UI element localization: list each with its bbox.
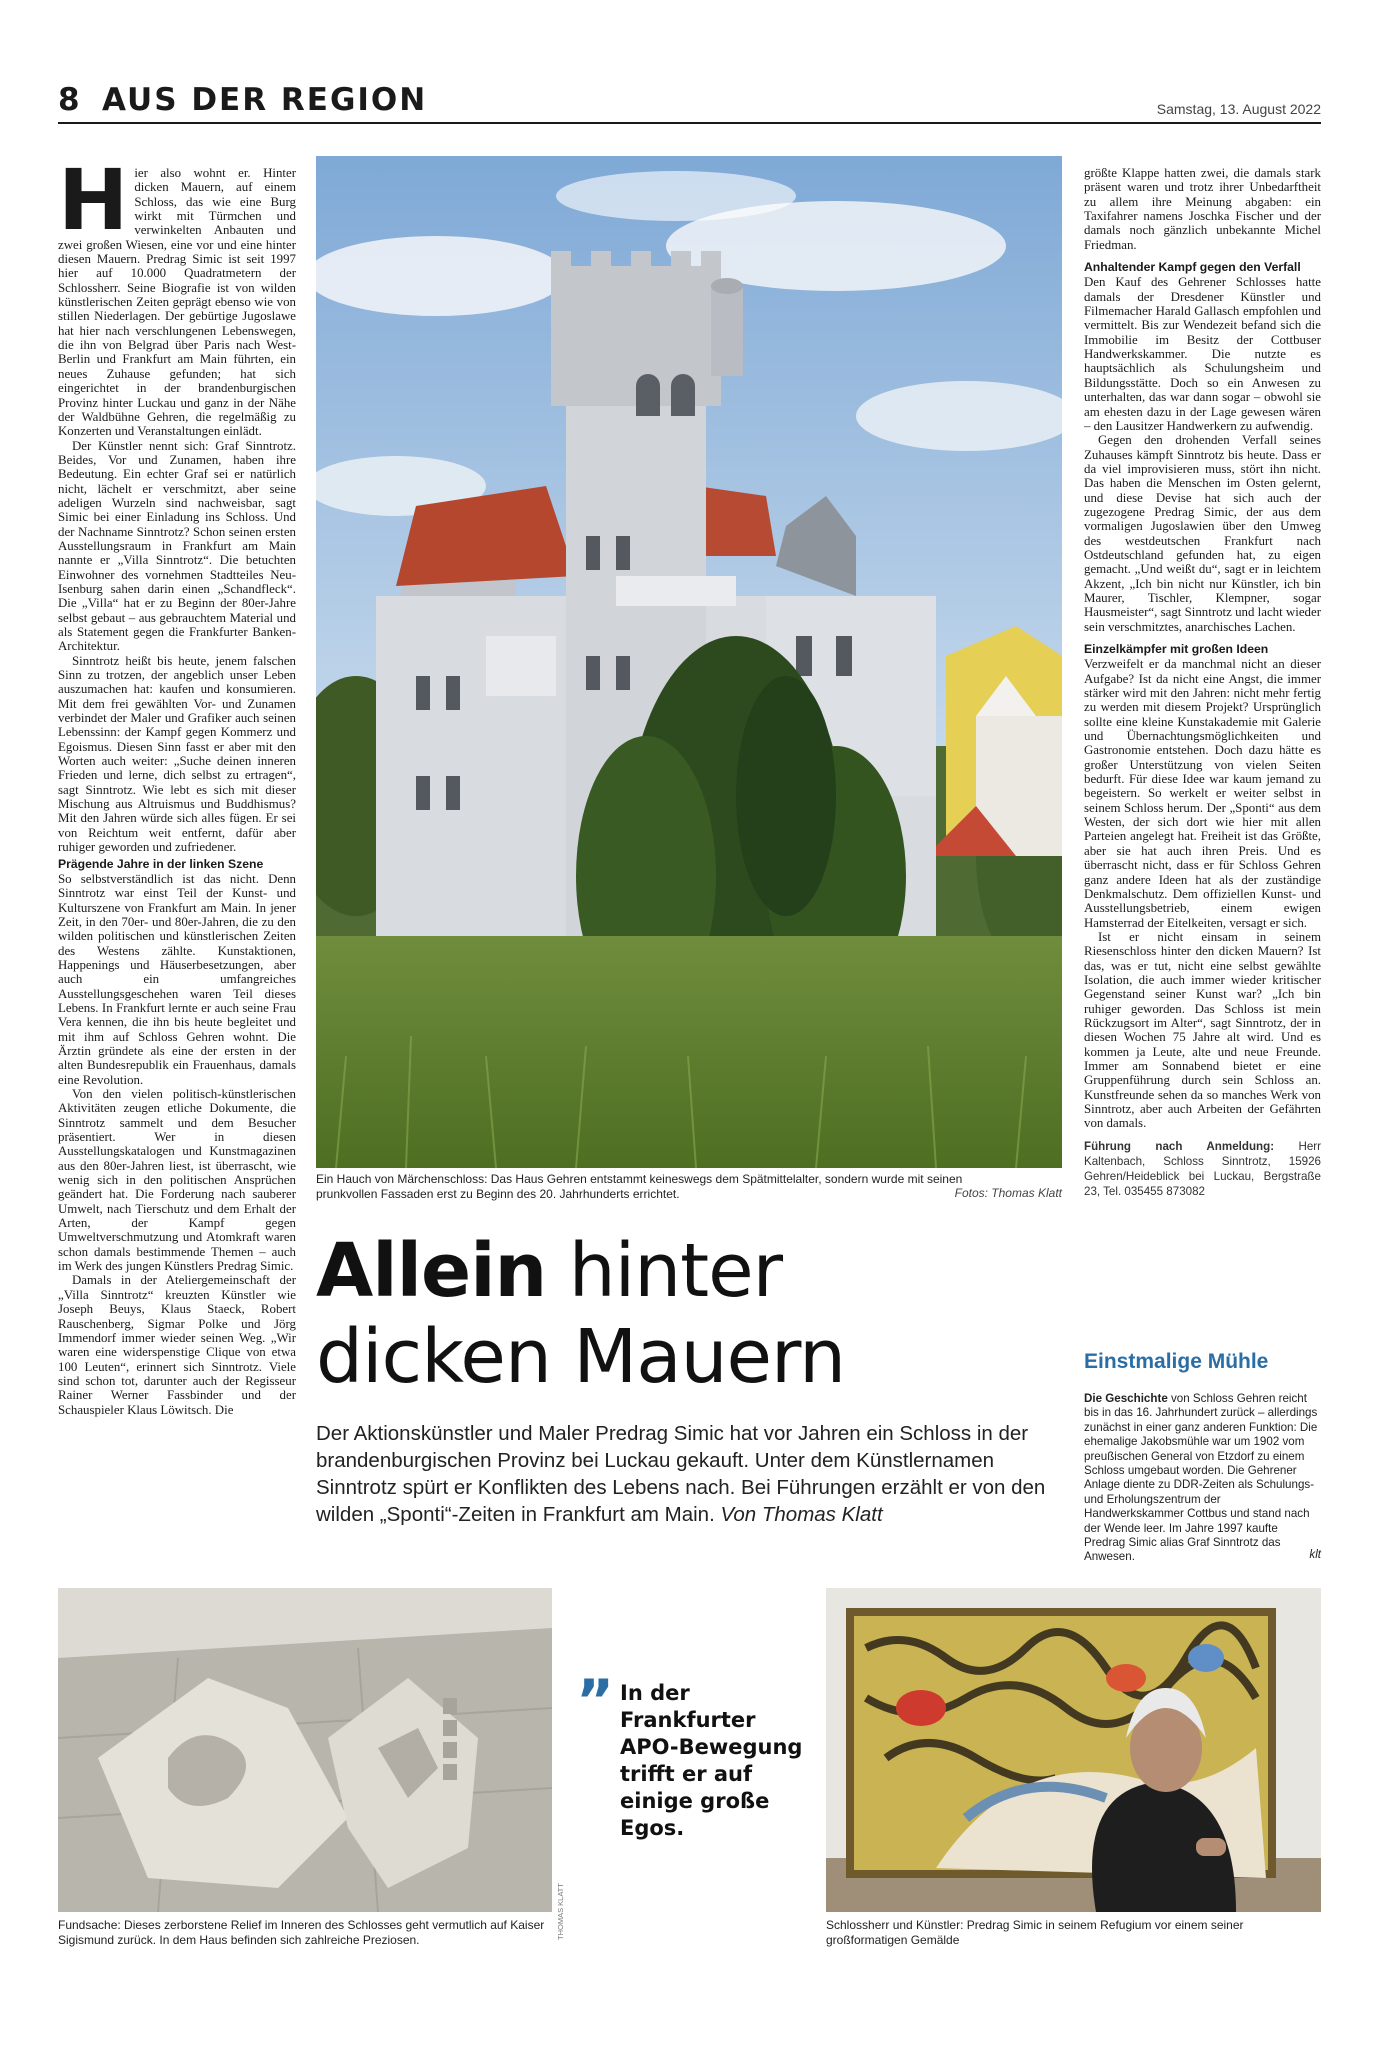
relief-photo <box>58 1588 552 1912</box>
sidebar-body <box>1084 1392 1321 1565</box>
photo-credit: Fotos: Thomas Klatt <box>954 1186 1062 1200</box>
paragraph: Von den vielen politisch-künstlerischen Aktivitäten zeugen etliche Dokumente, die Sinntrotz sammelt und dem Besucher präsentiert. Wer in diesen Ausstellungskatalogen und Kunstmagazinen aus den 80er-Jahren liest, ist überrascht, wie wenig sich in den politischen Ansprüchen geändert hat. Die Forderung nach sauberer Umwelt, nach Tierschutz und dem Erhalt der Arten, der Kampf gegen Umweltverschmutzung und Atomkraft waren schon damals bestimmende Themen – auch im Werk des jungen Künstlers Predrag Simic. <box>58 1087 296 1274</box>
tour-info-label: Führung nach Anmeldung: <box>1084 1139 1275 1153</box>
byline: Von Thomas Klatt <box>720 1503 883 1526</box>
paragraph: Den Kauf des Gehrener Schlosses hatte damals der Dresdener Künstler und Filmemacher Harald Gallasch empfohlen und vermittelt. Bis zur Wendezeit befand sich die Immobilie im Besitz der Cottbuser Handwerkskammer. Die nutzte es hauptsächlich als Schulungsheim und Bildungsstätte. Doch so ein Anwesen zu unterhalten, das war dann sogar – obwohl sie am ehesten dazu in der Lage gewesen wären – den Lausitzer Handwerkern zu aufwendig. <box>1084 275 1321 433</box>
tour-info-text: Herr Kaltenbach, Schloss Sinntrotz, 15926 Gehren/Heideblick bei Luckau, Bergstraße 23, Tel. 035455 873082 <box>1084 1139 1321 1198</box>
castle-photo <box>316 156 1062 1168</box>
subheading: Prägende Jahre in der linken Szene <box>58 856 264 871</box>
article-column-3 <box>1084 166 1321 1246</box>
paragraph: Sinntrotz heißt bis heute, jenem falschen Sinn zu trotzen, der angeblich unser Leben auszumachen hat: kaufen und konsumieren. Mit dem frei gewählten Vor- und Zunamen verbindet der Maler und Grafiker auch seinen Lebenssinn: der Kampf gegen Kommerz und Egoismus. Diesen Sinn fasst er aber mit den Worten auch weiter: „Suche deinen inneren Frieden und lerne, dich selbst zu ertragen“, sagt Sinntrotz. Wie lebt es sich mit dieser Mischung aus Altruismus und Buddhismus? Mit den Jahren würde sich alles fügen. Er sei von Reichtum weit entfernt, dafür aber ruhiger geworden und zufriedener. <box>58 653 296 855</box>
header-rule <box>58 122 1321 124</box>
quote-mark: ” <box>576 1667 615 1735</box>
relief-photo-credit: THOMAS KLATT <box>556 1883 565 1940</box>
paragraph: So selbstverständlich ist das nicht. Denn Sinntrotz war einst Teil der Kunst- und Kulturszene von Frankfurt am Main. In jener Zeit, in den 70er- und 80er-Jahren, die zu den wilden politischen und künstlerischen Zeiten des Westens zählte. Kunstaktionen, Happenings und Häuserbesetzungen, aber auch ein umfangreiches Ausstellungsgeschehen waren Teil dieses Lebens. In Frankfurt lernte er auch seine Frau Vera kennen, die ihn bis heute begleitet und mit ihm auf Schloss Gehren wohnt. Die Ärztin gründete als eine der ersten in der alten Bundesrepublik ein Frauenhaus, damals eine Revolution. <box>58 871 296 1087</box>
headline-rest-1: hinter <box>546 1228 783 1314</box>
section-title: AUS DER REGION <box>102 82 428 118</box>
sidebar-text: von Schloss Gehren reicht bis in das 16. Jahrhundert zurück – allerdings zunächst in einer ganz anderen Funktion: Die ehemalige Jakobsmühle war um 1902 vom preußischen General von Etzdorf zu einem Schloss umgebaut worden. Die Gehrener Anlage diente zu DDR-Zeiten als Schulungs- und Erholungszentrum der Handwerkskammer Cottbus und stand nach der Wende leer. Im Jahre 1997 kaufte Predrag Simic alias Graf Sinntrotz das Anwesen. <box>1084 1392 1318 1564</box>
paragraph: Damals in der Ateliergemeinschaft der „Villa Sinntrotz“ kreuzten Künstler wie Joseph Beuys, Klaus Staeck, Robert Rauschenberg, Sigmar Polke und Jörg Immendorf immer wieder seinen Weg. „Wir waren eine widerspenstige Clique von etwa 100 Leuten“, erinnert sich Sinntrotz. Viele sind schon tot, darunter auch der Regisseur Rainer Werner Fassbinder und der Schauspieler Klaus Löwitsch. Die <box>58 1273 296 1417</box>
paragraph: ier also wohnt er. Hinter dicken Mauern, auf einem Schloss, das wie eine Burg wirkt mit Türmchen und verwinkelten Anbauten und zwei großen Wiesen, eine vor und eine hinter diesen Mauern. Predrag Simic ist seit 1997 hier auf 10.000 Quadratmetern der Schlossherr. Seine Biografie ist von wilden künstlerischen Zeiten geprägt ebenso wie von stillen Niederlagen. Der gebürtige Jugoslawe hat hier nach verschlungenen Lebenswegen, die ihn von Belgrad über Paris nach West-Berlin und Frankfurt am Main führten, ein neues Zuhause gefunden; hat sich eingerichtet in der brandenburgischen Provinz hinter Luckau und ganz in der Nähe der Waldbühne Gehren, die regelmäßig zu Konzerten und Veranstaltungen einlädt. <box>58 166 296 439</box>
teaser-text: Der Aktionskünstler und Maler Predrag Simic hat vor Jahren ein Schloss in der brandenburgischen Provinz bei Luckau gekauft. Unter dem Künstlernamen Sinntrotz spürt er Konflikten des Lebens nach. Bei Führungen erzählt er von den wilden „Sponti“-Zeiten in Frankfurt am Main. <box>316 1422 1046 1526</box>
paragraph: Der Künstler nennt sich: Graf Sinntrotz. Beides, Vor und Zunamen, haben ihre Bedeutung. Ein echter Graf sei er natürlich nicht, lächelt er verschmitzt, aber seine adeligen Wurzeln sind nachweisbar, sagt Simic bei einer Einladung ins Schloss. Und der Nachname Sinntrotz? Schon seinen ersten Ausstellungsraum in Frankfurt am Main nannte er „Villa Sinntrotz“. Die betuchten Einwohner des vornehmen Stadtteiles Neu-Isenburg sahen darin einen „Schandfleck“. Die „Villa“ hat er zu Beginn der 80er-Jahre selbst gebaut – aus gebrauchtem Material und als Statement gegen die Frankfurter Banken-Architektur. <box>58 438 296 654</box>
main-photo-caption: Ein Hauch von Märchenschloss: Das Haus Gehren entstammt keineswegs dem Spätmittelalter, sondern wurde mit seinen prunkvollen Fassaden erst zu Beginn des 20. Jahrhunderts errichtet. <box>316 1172 963 1201</box>
article-column-1 <box>58 166 296 1582</box>
sidebar-sign: klt <box>1309 1548 1321 1561</box>
page-number: 8 <box>58 82 81 118</box>
drop-cap: H <box>58 166 129 249</box>
tour-info <box>1084 1139 1321 1199</box>
headline-bold: Allein <box>316 1228 547 1314</box>
paragraph: Gegen den drohenden Verfall seines Zuhauses kämpft Sinntrotz bis heute. Dass er da viel improvisieren muss, stört ihn nicht. Das haben die Menschen im Osten gelernt, und diese Devise hat sich auch der zugezogene Predrag Simic, der aus dem vormaligen Jugoslawien über den Umweg des westdeutschen Frankfurt nach Ostdeutschland gefunden hat, zu eigen gemacht. „Und weißt du“, sagt er in leichtem Akzent, „Ich bin nicht nur Künstler, ich bin Maurer, Tischler, Klempner, sogar Hausmeister“, sagt Sinntrotz und lacht wieder sein verschmitztes, anarchisches Lachen. <box>1084 433 1321 634</box>
teaser <box>316 1420 1062 1528</box>
sidebar-title: Einstmalige Mühle <box>1084 1350 1269 1373</box>
paragraph: größte Klappe hatten zwei, die damals stark präsent waren und trotz ihrer Unbedarftheit zu allem ihre Meinung abgaben: ein Taxifahrer namens Joschka Fischer und der damals noch gänzlich unbekannte Michel Friedman. <box>1084 166 1321 252</box>
artist-caption: Schlossherr und Künstler: Predrag Simic in seinem Refugium vor einem seiner großformatigen Gemälde <box>826 1918 1244 1947</box>
headline-rest-2: dicken Mauern <box>316 1314 846 1400</box>
subheading: Anhaltender Kampf gegen den Verfall <box>1084 260 1301 275</box>
subheading: Einzelkämpfer mit großen Ideen <box>1084 642 1269 656</box>
issue-date: Samstag, 13. August 2022 <box>1156 101 1321 117</box>
paragraph: Verzweifelt er da manchmal nicht an dieser Aufgabe? Ist da nicht eine Angst, die immer stärker wird mit den Jahren: nicht mehr fertig zu werden mit diesem Projekt? Ursprünglich sollte eine kleine Kunstakademie mit Galerie und Übernachtungsmöglichkeiten und Gastronomie entstehen. Doch dazu hätte es großer Unterstützung von vielen Seiten bedurft. Für diese Idee war kaum jemand zu begeistern. So werkelt er weiter selbst in seinem Schloss herum. Der „Sponti“ aus dem Westen, der sich dort wie hier mit allen Parteien angelegt hat. Freiheit ist das Größte, aber sie hat auch ihren Preis. Und es überrascht nicht, dass er für Schloss Gehren ganz andere Ideen hat als der zuständige Denkmalschutz. Dem offiziellen Kunst- und Ausstellungsbetrieb, einem ewigen Hamsterrad der Eitelkeiten, versagt er sich. <box>1084 657 1321 930</box>
sidebar-lead: Die Geschichte <box>1084 1392 1168 1405</box>
relief-caption: Fundsache: Dieses zerborstene Relief im Inneren des Schlosses geht vermutlich auf Kaiser Sigismund zurück. In dem Haus befinden sich zahlreiche Preziosen. <box>58 1918 545 1947</box>
headline <box>316 1228 1076 1400</box>
paragraph: Ist er nicht einsam in seinem Riesenschloss hinter den dicken Mauern? Ist das, was er tut, nicht eine selbst gewählte Isolation, die auch immer wieder kritischer Gegenstand seiner Kunst war? „Ich bin ruhiger geworden. Das Schloss ist mein Rückzugsort im Alter“, sagt Sinntrotz, der in diesen Wochen 75 Jahre alt wird. Und es kommen ja Leute, alte und neue Freunde. Immer am Sonnabend bietet er eine Gruppenführung durch sein Schloss an. Kunstfreunde sehen da so manches Werk von Sinntrotz, aber auch Arbeiten der Gefährten von damals. <box>1084 929 1321 1131</box>
artist-photo <box>826 1588 1321 1912</box>
pull-quote: In der Frankfurter APO-Bewegung trifft er auf einige große Egos. <box>620 1681 803 1840</box>
